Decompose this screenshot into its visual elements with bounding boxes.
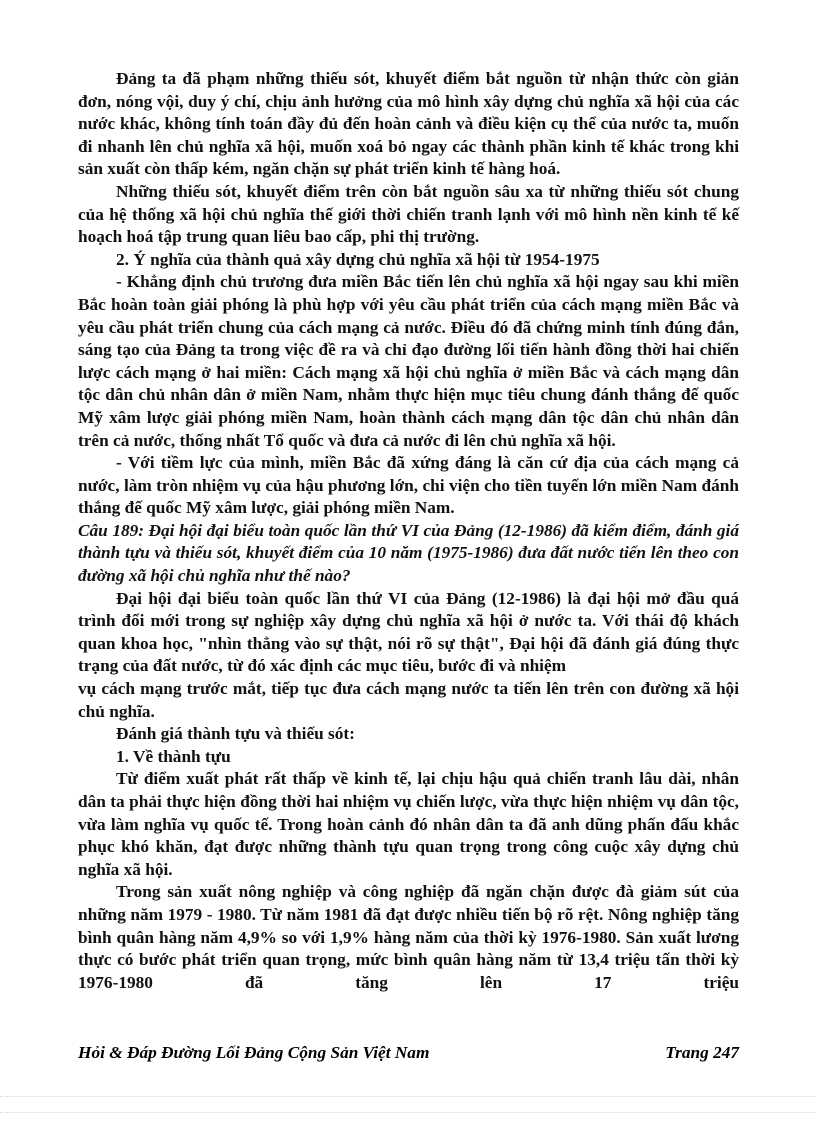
page-number: Trang 247 [665, 1043, 739, 1062]
subheading: Đánh giá thành tựu và thiếu sót: [116, 724, 355, 744]
paragraph: - Khẳng định chủ trương đưa miền Bắc tiến lên chủ nghĩa xã hội ngay sau khi miền Bắc hoàn toàn giải phóng là phù hợp với yêu cầu phát triển của cách mạng miền Bắc và yêu cầu phát triển chung của cách mạng cả nước. Điều đó đã chứng minh tính đúng đắn, sáng tạo của Đảng ta trong việc đề ra và chỉ đạo đường lối tiến hành đồng thời hai chiến lược cách mạng ở hai miền: Cách mạng xã hội chủ nghĩa ở miền Bắc và cách mạng dân tộc dân chủ nhân dân ở miền Nam, nhằm thực hiện mục tiêu chung đánh thắng đế quốc Mỹ xâm lược giải phóng miền Nam, hoàn thành cách mạng dân tộc dân chủ nhân dân trên cả nước, thống nhất Tổ quốc và đưa cả nước đi lên chủ nghĩa xã hội. [78, 272, 739, 450]
question-heading: Câu 189: Đại hội đại biểu toàn quốc lần thứ VI của Đảng (12-1986) đã kiểm điểm, đánh giá thành tựu và thiếu sót, khuyết điểm của 10 năm (1975-1986) đưa đất nước tiến lên theo con đường xã hội chủ nghĩa như thế nào? [78, 520, 739, 586]
paragraph: Từ điểm xuất phát rất thấp về kinh tế, lại chịu hậu quả chiến tranh lâu dài, nhân dân ta phải thực hiện đồng thời hai nhiệm vụ chiến lược, vừa thực hiện nhiệm vụ dân tộc, vừa làm nghĩa vụ quốc tế. Trong hoàn cảnh đó nhân dân ta đã anh dũng phấn đấu khắc phục khó khăn, đạt được những thành tựu quan trọng trong công cuộc xây dựng chủ nghĩa xã hội. [78, 769, 739, 879]
paragraph: Những thiếu sót, khuyết điểm trên còn bắt nguồn sâu xa từ những thiếu sót chung của hệ thống xã hội chủ nghĩa thế giới thời chiến tranh lạnh với mô hình nền kinh tế kế hoạch hoá tập trung quan liêu bao cấp, phi thị trường. [78, 181, 739, 247]
paragraph: Đảng ta đã phạm những thiếu sót, khuyết điểm bắt nguồn từ nhận thức còn giản đơn, nóng vội, duy ý chí, chịu ảnh hưởng của mô hình xây dựng chủ nghĩa xã hội của các nước khác, không tính toán đầy đủ đến hoàn cảnh và điều kiện cụ thể của nước ta, muốn đi nhanh lên chủ nghĩa xã hội, muốn xoá bỏ ngay các thành phần kinh tế khác trong khi sản xuất còn thấp kém, ngăn chặn sự phát triển kinh tế hàng hoá. [78, 69, 739, 179]
paragraph: - Với tiềm lực của mình, miền Bắc đã xứng đáng là căn cứ địa của cách mạng cả nước, làm tròn nhiệm vụ của hậu phương lớn, chi viện cho tiền tuyến lớn miền Nam đánh thắng đế quốc Mỹ xâm lược, giải phóng miền Nam. [78, 453, 739, 518]
page-footer [78, 1043, 739, 1063]
paragraph: Trong sản xuất nông nghiệp và công nghiệp đã ngăn chặn được đà giảm sút của những năm 1979 - 1980. Từ năm 1981 đã đạt được nhiều tiến bộ rõ rệt. Nông nghiệp tăng bình quân hàng năm 4,9% so với 1,9% hàng năm của thời kỳ 1976-1980. Sản xuất lương thực có bước phát triển quan trọng, mức bình quân hàng năm từ 13,4 triệu tấn thời kỳ 1976-1980 đã tăng lên 17 triệu [78, 882, 739, 992]
page-divider [0, 1096, 816, 1097]
paragraph: vụ cách mạng trước mắt, tiếp tục đưa cách mạng nước ta tiến lên trên con đường xã hội chủ nghĩa. [78, 679, 739, 721]
page-divider [0, 1112, 816, 1113]
section-heading: 2. Ý nghĩa của thành quả xây dựng chủ nghĩa xã hội từ 1954-1975 [116, 249, 600, 269]
paragraph: Đại hội đại biểu toàn quốc lần thứ VI của Đảng (12-1986) là đại hội mở đầu quá trình đổi mới trong sự nghiệp xây dựng chủ nghĩa xã hội ở nước ta. Với thái độ khách quan khoa học, "nhìn thẳng vào sự thật, nói rõ sự thật", Đại hội đã đánh giá đúng thực trạng của đất nước, từ đó xác định các mục tiêu, bước đi và nhiệm [78, 588, 739, 676]
section-heading: 1. Về thành tựu [116, 746, 231, 766]
document-body [78, 68, 739, 994]
footer-title: Hỏi & Đáp Đường Lối Đảng Cộng Sản Việt Nam [78, 1043, 430, 1062]
